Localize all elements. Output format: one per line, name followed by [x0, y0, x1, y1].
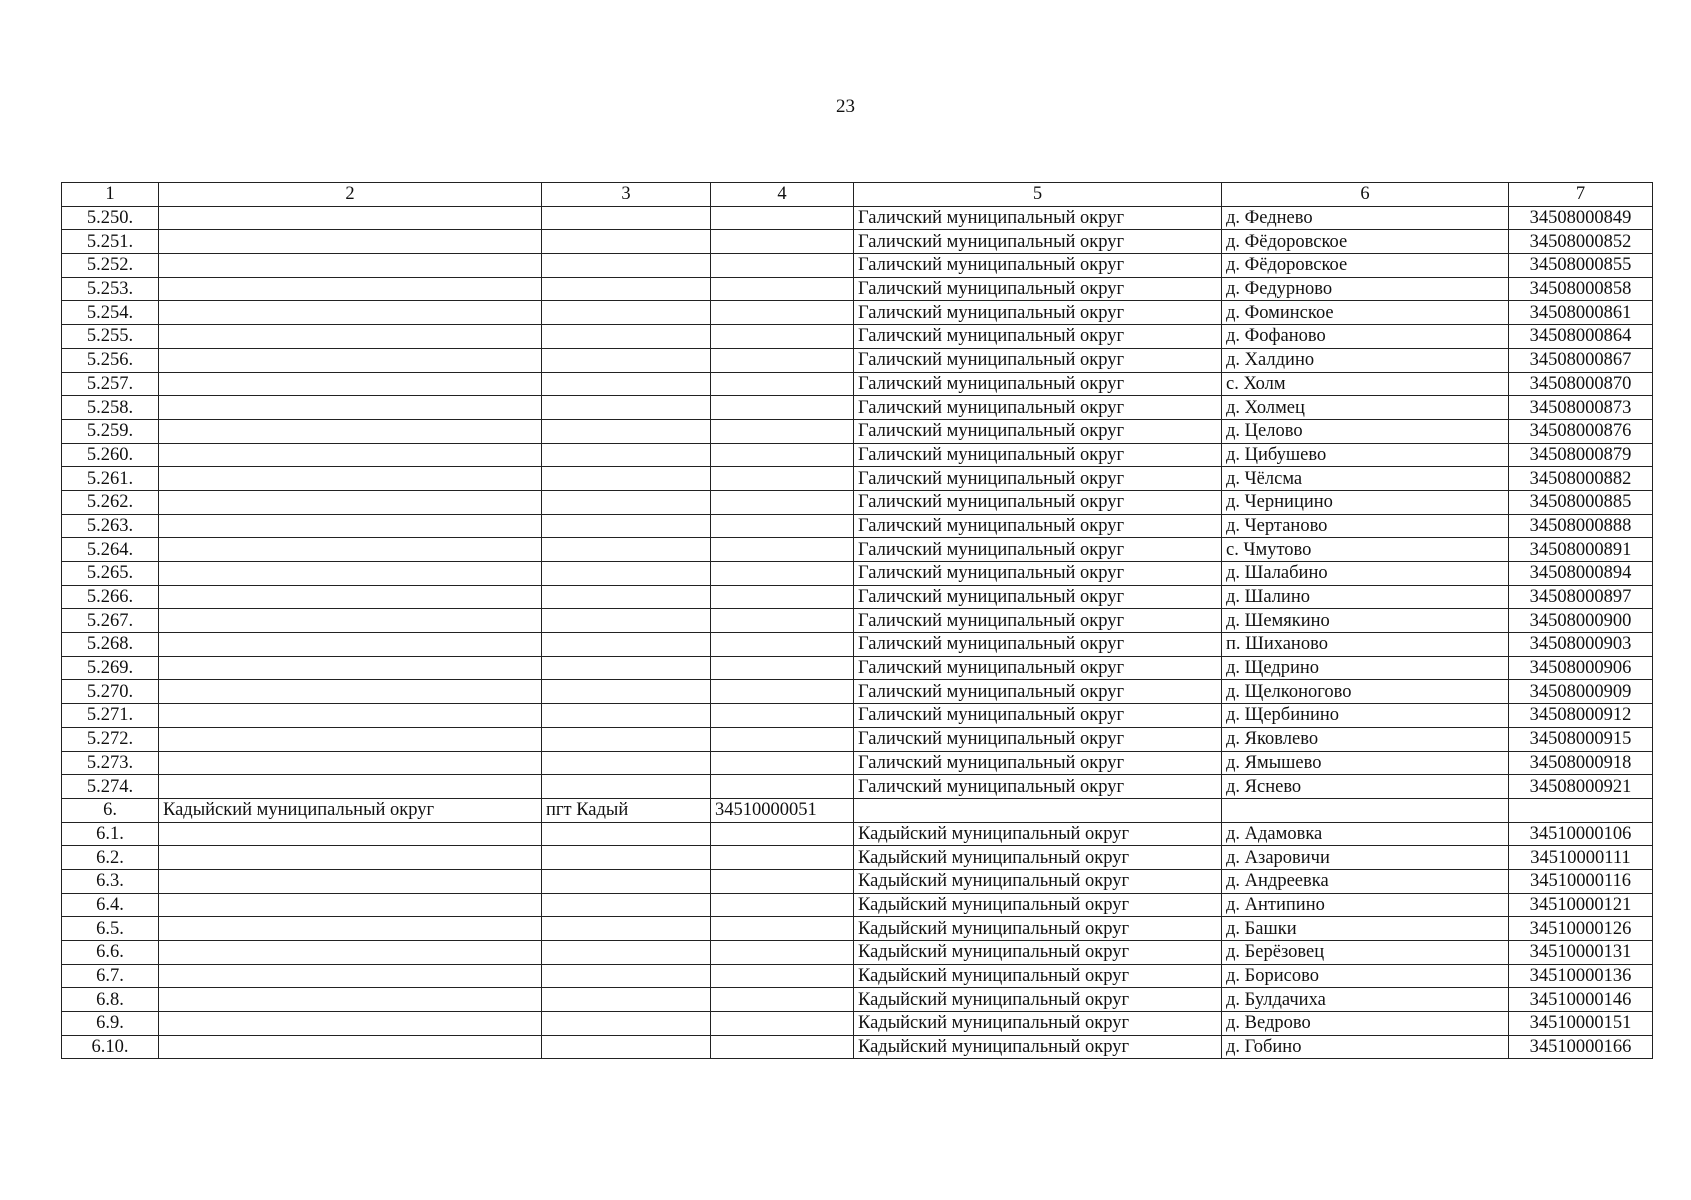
cell-row-number: 5.270.	[62, 680, 159, 704]
cell-center-code	[711, 846, 854, 870]
cell-row-number: 5.258.	[62, 396, 159, 420]
cell-district: Кадыйский муниципальный округ	[854, 941, 1222, 965]
cell-center-code	[711, 348, 854, 372]
cell-district: Кадыйский муниципальный округ	[854, 1035, 1222, 1059]
cell-center-code	[711, 941, 854, 965]
cell-municipality	[159, 869, 542, 893]
cell-municipality	[159, 277, 542, 301]
cell-district: Галичский муниципальный округ	[854, 230, 1222, 254]
cell-municipality	[159, 964, 542, 988]
cell-settlement: д. Ведрово	[1222, 1012, 1509, 1036]
cell-settlement: д. Яснево	[1222, 775, 1509, 799]
cell-center-code	[711, 988, 854, 1012]
cell-settlement: д. Адамовка	[1222, 822, 1509, 846]
cell-center-code	[711, 917, 854, 941]
cell-row-number: 5.262.	[62, 490, 159, 514]
cell-settlement: д. Булдачиха	[1222, 988, 1509, 1012]
cell-row-number: 5.252.	[62, 254, 159, 278]
cell-center	[542, 562, 711, 586]
cell-center-code	[711, 680, 854, 704]
cell-center-code	[711, 206, 854, 230]
cell-district: Кадыйский муниципальный округ	[854, 822, 1222, 846]
cell-municipality	[159, 443, 542, 467]
cell-row-number: 5.269.	[62, 656, 159, 680]
cell-district: Галичский муниципальный округ	[854, 751, 1222, 775]
cell-center-code	[711, 443, 854, 467]
table-row	[62, 798, 1653, 822]
cell-settlement: д. Щелконогово	[1222, 680, 1509, 704]
cell-settlement: д. Холмец	[1222, 396, 1509, 420]
cell-district: Галичский муниципальный округ	[854, 562, 1222, 586]
cell-center	[542, 822, 711, 846]
cell-row-number: 6.1.	[62, 822, 159, 846]
cell-center	[542, 988, 711, 1012]
cell-district: Галичский муниципальный округ	[854, 467, 1222, 491]
cell-settlement: д. Башки	[1222, 917, 1509, 941]
cell-center	[542, 467, 711, 491]
cell-oktmo-code: 34510000166	[1509, 1035, 1653, 1059]
cell-municipality	[159, 230, 542, 254]
cell-row-number: 6.7.	[62, 964, 159, 988]
table-row	[62, 704, 1653, 728]
cell-center-code	[711, 562, 854, 586]
cell-center	[542, 585, 711, 609]
cell-district: Галичский муниципальный округ	[854, 633, 1222, 657]
cell-row-number: 5.257.	[62, 372, 159, 396]
cell-center	[542, 254, 711, 278]
cell-row-number: 5.274.	[62, 775, 159, 799]
cell-center: пгт Кадый	[542, 798, 711, 822]
cell-center-code	[711, 1012, 854, 1036]
cell-settlement: д. Борисово	[1222, 964, 1509, 988]
cell-municipality	[159, 917, 542, 941]
cell-district: Галичский муниципальный округ	[854, 396, 1222, 420]
cell-row-number: 6.5.	[62, 917, 159, 941]
cell-row-number: 5.255.	[62, 325, 159, 349]
cell-district: Галичский муниципальный округ	[854, 301, 1222, 325]
table-row	[62, 822, 1653, 846]
cell-row-number: 5.272.	[62, 727, 159, 751]
cell-municipality	[159, 941, 542, 965]
cell-municipality	[159, 372, 542, 396]
cell-oktmo-code	[1509, 798, 1653, 822]
cell-municipality: Кадыйский муниципальный округ	[159, 798, 542, 822]
cell-municipality	[159, 419, 542, 443]
cell-oktmo-code: 34508000867	[1509, 348, 1653, 372]
table-row	[62, 372, 1653, 396]
table-row	[62, 396, 1653, 420]
cell-municipality	[159, 609, 542, 633]
page-number: 23	[836, 96, 855, 117]
cell-row-number: 5.266.	[62, 585, 159, 609]
cell-district: Галичский муниципальный округ	[854, 443, 1222, 467]
table-row	[62, 301, 1653, 325]
cell-settlement: д. Фёдоровское	[1222, 254, 1509, 278]
cell-center	[542, 206, 711, 230]
cell-center-code	[711, 751, 854, 775]
cell-center-code	[711, 301, 854, 325]
table-row	[62, 254, 1653, 278]
cell-center	[542, 893, 711, 917]
table-row	[62, 751, 1653, 775]
cell-settlement: д. Яковлево	[1222, 727, 1509, 751]
cell-settlement: д. Андреевка	[1222, 869, 1509, 893]
cell-settlement: д. Ямышево	[1222, 751, 1509, 775]
table-body	[62, 183, 1653, 1059]
cell-row-number: 5.273.	[62, 751, 159, 775]
cell-district: Галичский муниципальный округ	[854, 727, 1222, 751]
cell-center	[542, 869, 711, 893]
cell-oktmo-code: 34508000864	[1509, 325, 1653, 349]
cell-row-number: 6.8.	[62, 988, 159, 1012]
cell-center-code	[711, 727, 854, 751]
header-cell-6: 6	[1222, 183, 1509, 207]
cell-district: Галичский муниципальный округ	[854, 372, 1222, 396]
cell-center	[542, 656, 711, 680]
cell-row-number: 5.265.	[62, 562, 159, 586]
cell-center	[542, 348, 711, 372]
cell-oktmo-code: 34510000151	[1509, 1012, 1653, 1036]
cell-center-code	[711, 869, 854, 893]
cell-settlement: д. Шалино	[1222, 585, 1509, 609]
cell-oktmo-code: 34510000121	[1509, 893, 1653, 917]
cell-municipality	[159, 1035, 542, 1059]
cell-settlement: д. Феднево	[1222, 206, 1509, 230]
table-row	[62, 348, 1653, 372]
cell-oktmo-code: 34508000882	[1509, 467, 1653, 491]
cell-oktmo-code: 34510000146	[1509, 988, 1653, 1012]
cell-district: Галичский муниципальный округ	[854, 419, 1222, 443]
cell-settlement	[1222, 798, 1509, 822]
cell-center-code	[711, 538, 854, 562]
cell-municipality	[159, 467, 542, 491]
cell-center	[542, 301, 711, 325]
cell-center-code	[711, 230, 854, 254]
header-cell-4: 4	[711, 183, 854, 207]
cell-district: Кадыйский муниципальный округ	[854, 1012, 1222, 1036]
cell-center	[542, 277, 711, 301]
table-row	[62, 467, 1653, 491]
cell-center-code	[711, 704, 854, 728]
table-row	[62, 775, 1653, 799]
cell-center	[542, 372, 711, 396]
cell-settlement: с. Холм	[1222, 372, 1509, 396]
cell-row-number: 5.256.	[62, 348, 159, 372]
cell-district: Галичский муниципальный округ	[854, 680, 1222, 704]
table-row	[62, 917, 1653, 941]
cell-oktmo-code: 34508000852	[1509, 230, 1653, 254]
cell-center	[542, 514, 711, 538]
table-row	[62, 680, 1653, 704]
cell-center	[542, 419, 711, 443]
cell-settlement: д. Берёзовец	[1222, 941, 1509, 965]
cell-center-code	[711, 419, 854, 443]
cell-district: Галичский муниципальный округ	[854, 277, 1222, 301]
cell-row-number: 6.6.	[62, 941, 159, 965]
cell-center-code	[711, 633, 854, 657]
cell-oktmo-code: 34508000855	[1509, 254, 1653, 278]
cell-row-number: 6.	[62, 798, 159, 822]
cell-center-code	[711, 277, 854, 301]
cell-oktmo-code: 34510000106	[1509, 822, 1653, 846]
table-row	[62, 538, 1653, 562]
cell-settlement: д. Щедрино	[1222, 656, 1509, 680]
cell-center-code	[711, 964, 854, 988]
cell-center-code: 34510000051	[711, 798, 854, 822]
header-cell-5: 5	[854, 183, 1222, 207]
cell-center	[542, 396, 711, 420]
cell-oktmo-code: 34508000858	[1509, 277, 1653, 301]
cell-row-number: 6.3.	[62, 869, 159, 893]
cell-municipality	[159, 822, 542, 846]
cell-oktmo-code: 34508000921	[1509, 775, 1653, 799]
cell-row-number: 5.261.	[62, 467, 159, 491]
cell-settlement: д. Цибушево	[1222, 443, 1509, 467]
cell-municipality	[159, 490, 542, 514]
cell-oktmo-code: 34510000131	[1509, 941, 1653, 965]
header-cell-2: 2	[159, 183, 542, 207]
cell-center-code	[711, 775, 854, 799]
cell-center	[542, 680, 711, 704]
cell-district: Галичский муниципальный округ	[854, 514, 1222, 538]
cell-center	[542, 230, 711, 254]
cell-center-code	[711, 893, 854, 917]
cell-settlement: д. Антипино	[1222, 893, 1509, 917]
cell-row-number: 6.9.	[62, 1012, 159, 1036]
cell-municipality	[159, 396, 542, 420]
header-cell-3: 3	[542, 183, 711, 207]
cell-row-number: 5.268.	[62, 633, 159, 657]
cell-municipality	[159, 514, 542, 538]
cell-municipality	[159, 585, 542, 609]
cell-oktmo-code: 34508000918	[1509, 751, 1653, 775]
table-row	[62, 941, 1653, 965]
cell-municipality	[159, 751, 542, 775]
cell-row-number: 6.2.	[62, 846, 159, 870]
cell-center	[542, 1035, 711, 1059]
cell-district: Галичский муниципальный округ	[854, 585, 1222, 609]
cell-settlement: д. Чертаново	[1222, 514, 1509, 538]
table-row	[62, 277, 1653, 301]
cell-row-number: 5.263.	[62, 514, 159, 538]
cell-oktmo-code: 34508000906	[1509, 656, 1653, 680]
cell-row-number: 5.254.	[62, 301, 159, 325]
cell-oktmo-code: 34508000915	[1509, 727, 1653, 751]
cell-oktmo-code: 34508000900	[1509, 609, 1653, 633]
cell-settlement: д. Фёдоровское	[1222, 230, 1509, 254]
table-row	[62, 1035, 1653, 1059]
cell-settlement: д. Фоминское	[1222, 301, 1509, 325]
cell-center-code	[711, 490, 854, 514]
table-row	[62, 206, 1653, 230]
cell-center-code	[711, 656, 854, 680]
cell-district: Галичский муниципальный округ	[854, 656, 1222, 680]
table-row	[62, 419, 1653, 443]
cell-district	[854, 798, 1222, 822]
cell-center-code	[711, 254, 854, 278]
cell-district: Галичский муниципальный округ	[854, 775, 1222, 799]
cell-center	[542, 964, 711, 988]
cell-settlement: д. Щербинино	[1222, 704, 1509, 728]
table-row	[62, 230, 1653, 254]
header-cell-1: 1	[62, 183, 159, 207]
cell-settlement: д. Фофаново	[1222, 325, 1509, 349]
cell-settlement: д. Целово	[1222, 419, 1509, 443]
cell-settlement: д. Азаровичи	[1222, 846, 1509, 870]
cell-center	[542, 1012, 711, 1036]
cell-oktmo-code: 34508000897	[1509, 585, 1653, 609]
cell-center-code	[711, 467, 854, 491]
table-header-row	[62, 183, 1653, 207]
cell-oktmo-code: 34508000879	[1509, 443, 1653, 467]
cell-center-code	[711, 609, 854, 633]
cell-center-code	[711, 325, 854, 349]
table-row	[62, 846, 1653, 870]
cell-center-code	[711, 585, 854, 609]
cell-oktmo-code: 34508000870	[1509, 372, 1653, 396]
cell-district: Галичский муниципальный округ	[854, 538, 1222, 562]
cell-oktmo-code: 34508000873	[1509, 396, 1653, 420]
cell-center-code	[711, 822, 854, 846]
cell-center-code	[711, 372, 854, 396]
cell-oktmo-code: 34508000888	[1509, 514, 1653, 538]
cell-district: Кадыйский муниципальный округ	[854, 893, 1222, 917]
cell-oktmo-code: 34510000111	[1509, 846, 1653, 870]
cell-oktmo-code: 34508000912	[1509, 704, 1653, 728]
cell-district: Галичский муниципальный округ	[854, 206, 1222, 230]
cell-district: Галичский муниципальный округ	[854, 490, 1222, 514]
cell-center	[542, 633, 711, 657]
table-row	[62, 325, 1653, 349]
cell-row-number: 5.250.	[62, 206, 159, 230]
cell-municipality	[159, 562, 542, 586]
table-row	[62, 869, 1653, 893]
cell-row-number: 5.267.	[62, 609, 159, 633]
table-row	[62, 633, 1653, 657]
cell-settlement: д. Шалабино	[1222, 562, 1509, 586]
cell-district: Кадыйский муниципальный округ	[854, 846, 1222, 870]
cell-municipality	[159, 680, 542, 704]
cell-settlement: с. Чмутово	[1222, 538, 1509, 562]
table-row	[62, 562, 1653, 586]
cell-oktmo-code: 34510000136	[1509, 964, 1653, 988]
cell-municipality	[159, 538, 542, 562]
table-row	[62, 964, 1653, 988]
cell-row-number: 5.271.	[62, 704, 159, 728]
cell-oktmo-code: 34508000894	[1509, 562, 1653, 586]
cell-oktmo-code: 34508000891	[1509, 538, 1653, 562]
header-cell-7: 7	[1509, 183, 1653, 207]
cell-center	[542, 917, 711, 941]
cell-center-code	[711, 396, 854, 420]
cell-district: Галичский муниципальный округ	[854, 348, 1222, 372]
table-row	[62, 656, 1653, 680]
cell-settlement: д. Гобино	[1222, 1035, 1509, 1059]
cell-district: Галичский муниципальный округ	[854, 609, 1222, 633]
cell-settlement: д. Халдино	[1222, 348, 1509, 372]
cell-center	[542, 941, 711, 965]
table-row	[62, 1012, 1653, 1036]
cell-district: Кадыйский муниципальный округ	[854, 869, 1222, 893]
cell-district: Кадыйский муниципальный округ	[854, 964, 1222, 988]
cell-municipality	[159, 633, 542, 657]
cell-center	[542, 490, 711, 514]
cell-center	[542, 775, 711, 799]
table-row	[62, 443, 1653, 467]
cell-oktmo-code: 34508000876	[1509, 419, 1653, 443]
cell-district: Галичский муниципальный округ	[854, 704, 1222, 728]
table-row	[62, 727, 1653, 751]
cell-row-number: 5.264.	[62, 538, 159, 562]
cell-settlement: д. Федурново	[1222, 277, 1509, 301]
cell-municipality	[159, 727, 542, 751]
cell-oktmo-code: 34508000909	[1509, 680, 1653, 704]
cell-district: Галичский муниципальный округ	[854, 325, 1222, 349]
cell-settlement: д. Черницино	[1222, 490, 1509, 514]
cell-municipality	[159, 656, 542, 680]
table-row	[62, 988, 1653, 1012]
cell-oktmo-code: 34508000861	[1509, 301, 1653, 325]
cell-oktmo-code: 34508000885	[1509, 490, 1653, 514]
cell-oktmo-code: 34510000116	[1509, 869, 1653, 893]
cell-settlement: п. Шиханово	[1222, 633, 1509, 657]
cell-center	[542, 325, 711, 349]
table-row	[62, 609, 1653, 633]
cell-center	[542, 443, 711, 467]
cell-oktmo-code: 34508000849	[1509, 206, 1653, 230]
settlements-table	[61, 182, 1653, 1059]
cell-municipality	[159, 704, 542, 728]
cell-municipality	[159, 348, 542, 372]
cell-municipality	[159, 325, 542, 349]
cell-municipality	[159, 846, 542, 870]
table-row	[62, 585, 1653, 609]
cell-center-code	[711, 514, 854, 538]
cell-row-number: 6.10.	[62, 1035, 159, 1059]
cell-center	[542, 609, 711, 633]
cell-district: Кадыйский муниципальный округ	[854, 988, 1222, 1012]
cell-center	[542, 846, 711, 870]
cell-municipality	[159, 893, 542, 917]
cell-oktmo-code: 34510000126	[1509, 917, 1653, 941]
cell-municipality	[159, 1012, 542, 1036]
cell-row-number: 5.253.	[62, 277, 159, 301]
cell-center-code	[711, 1035, 854, 1059]
cell-municipality	[159, 988, 542, 1012]
cell-municipality	[159, 206, 542, 230]
table-row	[62, 893, 1653, 917]
cell-row-number: 5.251.	[62, 230, 159, 254]
cell-municipality	[159, 254, 542, 278]
table-row	[62, 514, 1653, 538]
cell-row-number: 5.259.	[62, 419, 159, 443]
cell-center	[542, 704, 711, 728]
cell-district: Кадыйский муниципальный округ	[854, 917, 1222, 941]
cell-center	[542, 751, 711, 775]
cell-settlement: д. Шемякино	[1222, 609, 1509, 633]
cell-center	[542, 727, 711, 751]
cell-oktmo-code: 34508000903	[1509, 633, 1653, 657]
cell-row-number: 5.260.	[62, 443, 159, 467]
cell-district: Галичский муниципальный округ	[854, 254, 1222, 278]
cell-municipality	[159, 775, 542, 799]
table-row	[62, 490, 1653, 514]
cell-settlement: д. Чёлсма	[1222, 467, 1509, 491]
cell-municipality	[159, 301, 542, 325]
cell-center	[542, 538, 711, 562]
cell-row-number: 6.4.	[62, 893, 159, 917]
